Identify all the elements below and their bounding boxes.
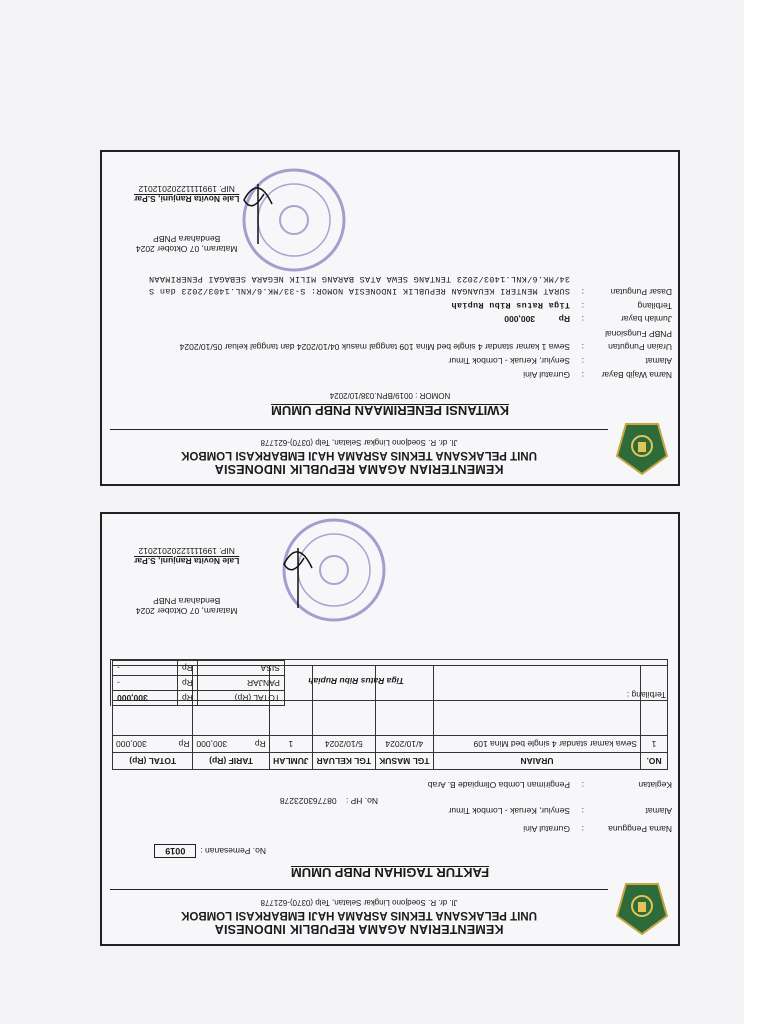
field-value: Senyiur, Keruak - Lombok Timur xyxy=(448,806,570,816)
org-line2: UNIT PELAKSANA TEKNIS ASRAMA HAJI EMBARKASI LOMBOK xyxy=(181,909,537,921)
org-line1: KEMENTERIAN AGAMA REPUBLIK INDONESIA xyxy=(214,922,504,936)
field-value: Pengiriman Lomba Olimpiade B. Arab xyxy=(427,780,570,790)
signer-role: Bendahara PNBP xyxy=(153,596,221,606)
totals-table xyxy=(112,660,285,706)
receipt-title: KWITANSI PENERIMAAN PNBP UMUM xyxy=(271,403,509,418)
field-value: Rp 300,000 xyxy=(504,314,570,324)
totals-label: SISA xyxy=(197,661,284,676)
field-dasar-pungutan: Dasar Pungutan:SURAT MENTERI KEUANGAN REPUBLIK INDONESIA NOMOR: S-33/MK.6/KNL.1403/2023 dan S xyxy=(148,286,672,297)
receipt-form xyxy=(100,150,680,486)
field-alamat: Alamat:Senyiur, Keruak - Lombok Timur xyxy=(448,356,672,366)
invoice-form xyxy=(100,512,680,946)
invoice-title: FAKTUR TAGIHAN PNBP UMUM xyxy=(290,865,490,880)
field-alamat: Alamat:Senyiur, Keruak - Lombok Timur xyxy=(448,806,672,816)
order-number-label: No. Pemesanan : xyxy=(200,846,266,856)
totals-row xyxy=(113,676,285,691)
signer-nip: NIP. 19911112202012012 xyxy=(138,184,235,194)
totals-rp: Rp xyxy=(178,676,198,691)
signature-scribble xyxy=(278,518,318,608)
field-label: Terbilang xyxy=(637,301,672,311)
signer-name: Lale Novita Ranjuni, S.Par xyxy=(134,556,240,566)
field-value: Sewa 1 kamar standar 4 single bed Mina 109 tanggal masuk 04/10/2024 dan tanggal keluar 05/10/2024 xyxy=(179,342,570,352)
header-rule xyxy=(110,889,608,890)
cell-uraian: Sewa kamar standar 4 single bed Mina 109 xyxy=(434,736,641,753)
field-label: Nama Wajib Bayar xyxy=(601,370,672,380)
field-nama-wajib-bayar: Nama Wajib Bayar:Gurratul Aini xyxy=(523,370,672,380)
ministry-logo xyxy=(614,420,670,476)
signer-name: Lale Novita Ranjuni, S.Par xyxy=(134,194,240,204)
receipt-number: NOMOR : 0019/BPN.038/10/2024 xyxy=(329,391,451,400)
col-header: TGL KELUAR xyxy=(312,753,375,770)
field-label: Nama Pengguna xyxy=(608,824,672,834)
header-rule xyxy=(110,429,608,430)
org-address: Jl. dr. R. Soedjono Lingkar Selatan, Telp (0370)-621778 xyxy=(260,898,458,907)
order-number-value: 0019 xyxy=(154,844,196,858)
terbilang-value: Tiga Ratus Ribu Rupiah xyxy=(308,676,404,686)
org-address: Jl. dr. R. Soedjono Lingkar Selatan, Telp (0370)-621778 xyxy=(260,438,458,447)
signer-nip: NIP. 19911112202012012 xyxy=(138,546,235,556)
field-nama-pengguna: Nama Pengguna:Gurratul Aini xyxy=(523,824,672,834)
receipt-signature-block xyxy=(134,184,239,254)
place-date: Mataram, 07 Oktober 2024 xyxy=(135,606,238,616)
field-hp xyxy=(280,796,378,806)
col-header: NO. xyxy=(641,753,668,770)
field-label: PNBP Fungsional xyxy=(605,329,672,339)
field-label: Dasar Pungutan xyxy=(610,287,672,297)
field-value: Gurratul Aini xyxy=(523,370,570,380)
signature-scribble xyxy=(238,154,278,244)
dasar-continuation: 34/MK.6/KNL.1403/2023 TENTANG SEWA ATAS BARANG MILIK NEGARA SEBAGAI PENERIMAAN xyxy=(148,274,570,284)
field-label: Alamat xyxy=(645,806,672,816)
table-header-row xyxy=(113,753,668,770)
signer-role: Bendahara PNBP xyxy=(153,234,221,244)
field-value: Senyiur, Keruak - Lombok Timur xyxy=(448,356,570,366)
order-number xyxy=(154,844,266,858)
field-label: Uraian Pungutan xyxy=(608,342,672,352)
field-value: Gurratul Aini xyxy=(523,824,570,834)
hp-label: No. HP : xyxy=(346,796,378,806)
org-line2: UNIT PELAKSANA TEKNIS ASRAMA HAJI EMBARKASI LOMBOK xyxy=(181,449,537,461)
col-header: URAIAN xyxy=(434,753,641,770)
col-header: TARIF (Rp) xyxy=(193,753,269,770)
totals-label: PANJAR xyxy=(197,676,284,691)
totals-row xyxy=(113,661,285,676)
ministry-logo xyxy=(614,880,670,936)
cell-tgl-keluar: 5/10/2024 xyxy=(312,736,375,753)
field-terbilang: Terbilang:Tiga Ratus Ribu Rupiah xyxy=(451,300,672,311)
cell-no: 1 xyxy=(641,736,668,753)
totals-label: TOTAL (Rp) xyxy=(197,691,284,706)
org-line1: KEMENTERIAN AGAMA REPUBLIK INDONESIA xyxy=(214,462,504,476)
invoice-signature-block xyxy=(134,546,239,616)
hp-value: 087763023278 xyxy=(279,796,337,806)
cell-total: 300,000 xyxy=(113,736,168,753)
terbilang-label: Terbilang : xyxy=(626,690,666,700)
totals-rp: Rp xyxy=(178,661,198,676)
field-value: Tiga Ratus Ribu Rupiah xyxy=(451,300,570,310)
field-label: Alamat xyxy=(645,356,672,366)
cell-tgl-masuk: 4/10/2024 xyxy=(375,736,433,753)
col-header: TGL MASUK xyxy=(375,753,433,770)
field-uraian-pungutan: Uraian Pungutan:Sewa 1 kamar standar 4 single bed Mina 109 tanggal masuk 04/10/2024 dan tanggal keluar 05/10/2024 xyxy=(179,342,672,352)
cell-total-rp: Rp xyxy=(167,736,193,753)
field-label: Kegiatan xyxy=(638,780,672,790)
totals-rp: Rp xyxy=(178,691,198,706)
table-row xyxy=(113,736,668,753)
receipt-header xyxy=(110,438,608,476)
invoice-header xyxy=(110,898,608,936)
field-pnbp-fungsional xyxy=(584,329,672,339)
cell-jumlah: 1 xyxy=(269,736,312,753)
place-date: Mataram, 07 Oktober 2024 xyxy=(135,244,238,254)
field-kegiatan: Kegiatan:Pengiriman Lomba Olimpiade B. Arab xyxy=(427,780,672,790)
cell-tarif-rp: Rp xyxy=(245,736,269,753)
field-value: SURAT MENTERI KEUANGAN REPUBLIK INDONESIA NOMOR: S-33/MK.6/KNL.1403/2023 dan S xyxy=(148,286,570,296)
totals-row xyxy=(113,691,285,706)
field-jumlah-bayar: Jumlah bayar:Rp 300,000 xyxy=(504,314,672,324)
totals-value: - xyxy=(113,661,178,676)
col-header: JUMLAH xyxy=(269,753,312,770)
field-label: Jumlah bayar xyxy=(620,314,672,324)
cell-tarif: 300,000 xyxy=(193,736,245,753)
totals-value: 300,000 xyxy=(113,691,178,706)
totals-value: - xyxy=(113,676,178,691)
col-header: TOTAL (Rp) xyxy=(113,753,193,770)
